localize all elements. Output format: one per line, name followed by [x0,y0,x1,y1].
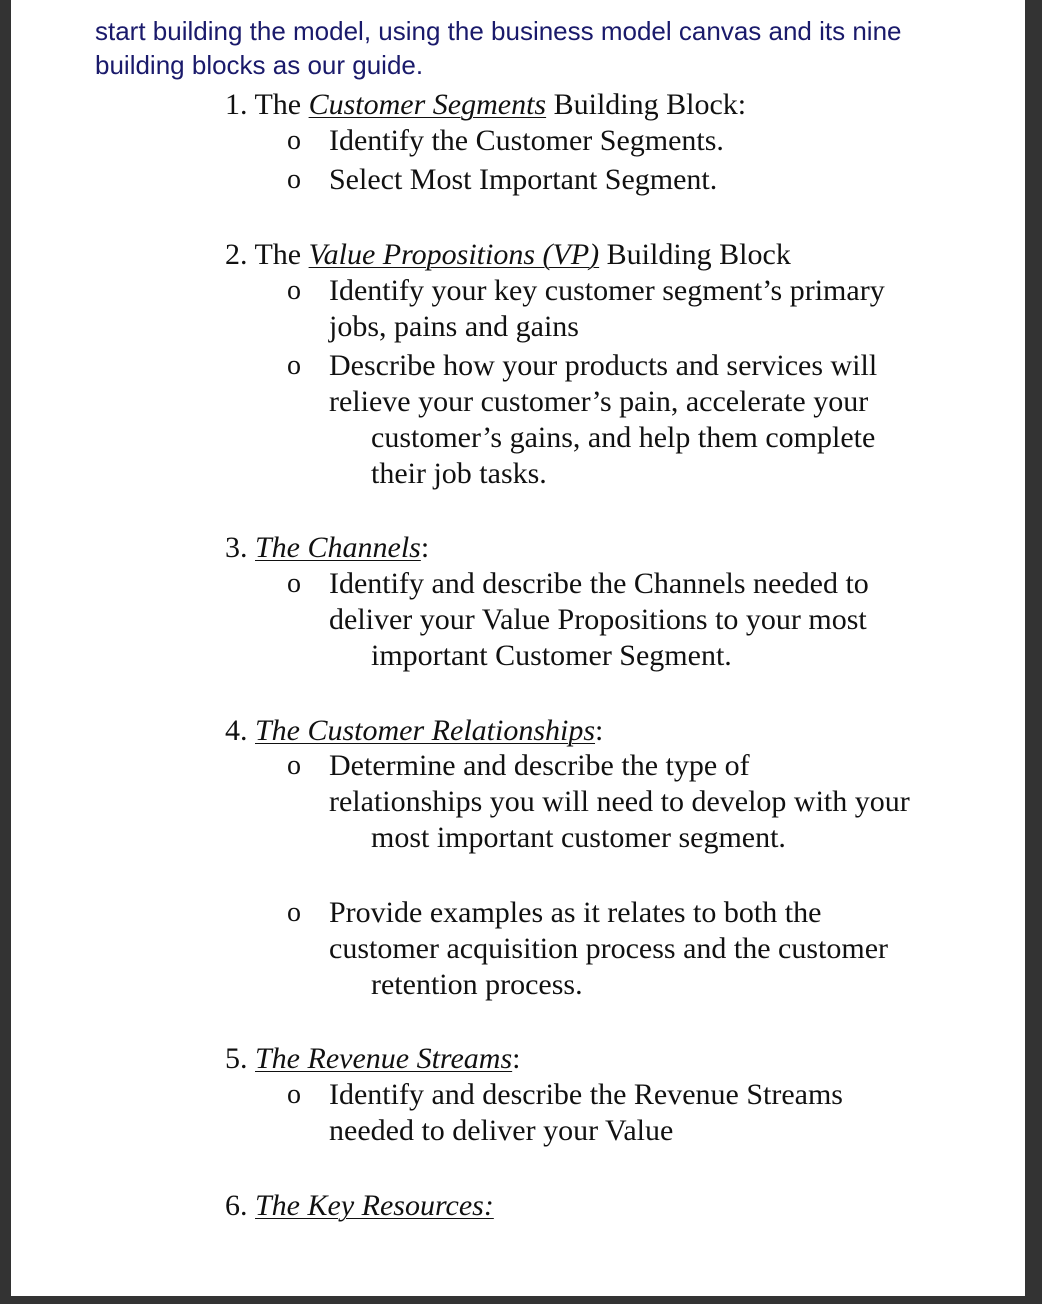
list-item: o Select Most Important Segment. [287,163,718,196]
bullet-marker: o [287,164,301,195]
bullet-marker: o [287,275,301,306]
block-title-value-propositions: 2. The Value Propositions (VP) Building Block [225,238,791,271]
bullet-marker: o [287,568,301,599]
list-item: o Provide examples as it relates to both the customer acquisition process and the customer retention process. [287,896,889,1001]
list-item: o Identify the Customer Segments. [287,124,724,157]
document-page [11,0,1025,1296]
customer-segments-link: Customer Segments [308,88,547,121]
list-item: o Identify and describe the Revenue Streams needed to deliver your Value [287,1078,843,1147]
block-title-revenue-streams: 5. The Revenue Streams: [225,1042,521,1075]
list-item: o Describe how your products and services will relieve your customer’s pain, accelerate your customer’s gains, and help them complete their job tasks. [287,349,878,490]
bullet-marker: o [287,897,301,928]
intro-paragraph: start building the model, using the business model canvas and its nine building blocks as our guide. [95,16,902,80]
block-title-channels: 3. The Channels: [225,531,430,564]
bullet-marker: o [287,750,301,781]
bullet-marker: o [287,350,301,381]
key-resources-link: The Key Resources: [255,1189,494,1222]
list-item: o Determine and describe the type of relationships you will need to develop with your most important customer segment. [287,749,910,854]
block-title-key-resources: 6. The Key Resources: [225,1189,494,1222]
customer-relationships-link: The Customer Relationships [255,714,596,747]
block-title-customer-relationships: 4. The Customer Relationships: [225,714,604,747]
list-item: o Identify your key customer segment’s primary jobs, pains and gains [287,274,885,343]
channels-link: The Channels [255,531,421,564]
bullet-marker: o [287,1079,301,1110]
value-propositions-link: Value Propositions (VP) [308,238,600,271]
list-item: o Identify and describe the Channels needed to deliver your Value Propositions to your most important Customer Segment. [287,567,869,672]
block-title-customer-segments: 1. The Customer Segments Building Block: [225,88,747,121]
bullet-marker: o [287,125,301,156]
revenue-streams-link: The Revenue Streams [255,1042,513,1075]
